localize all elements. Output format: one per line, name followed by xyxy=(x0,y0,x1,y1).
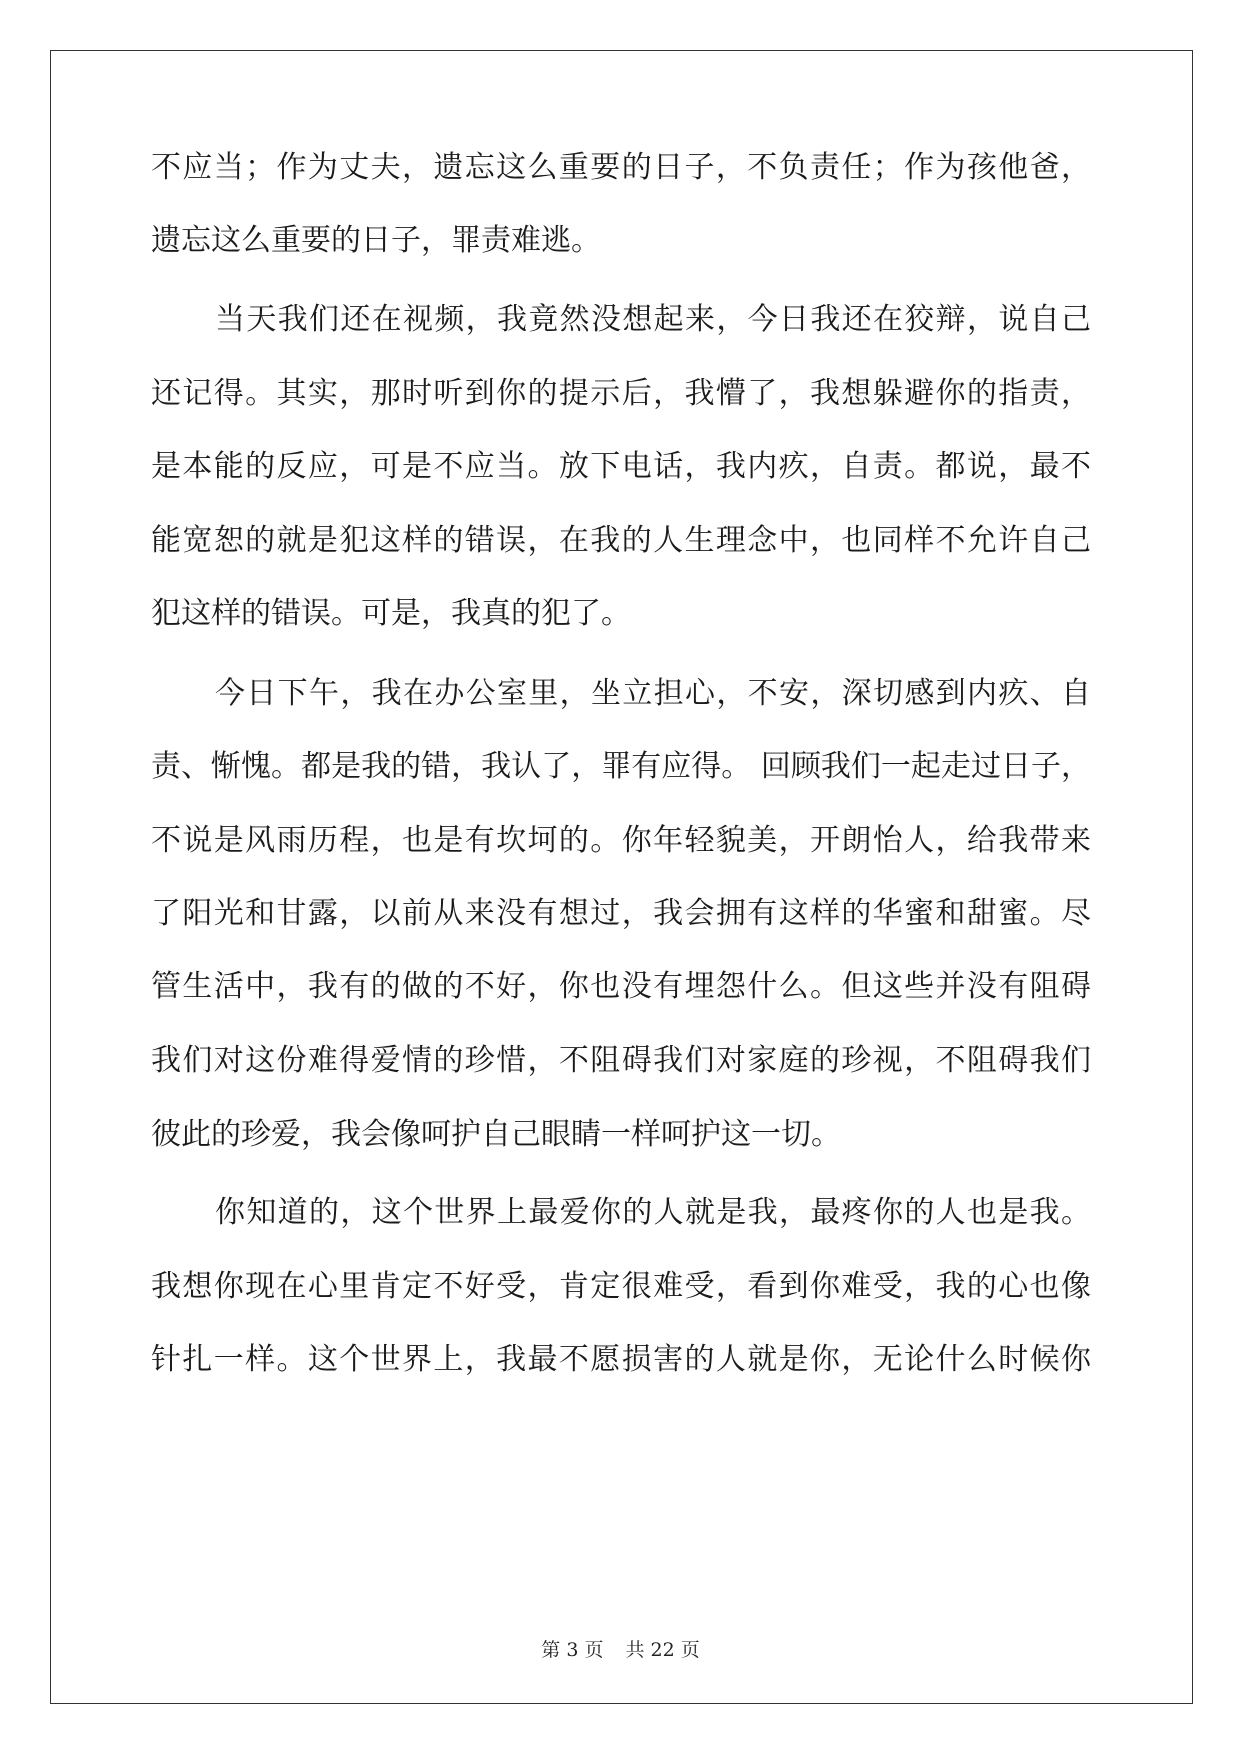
text-line: 彼此的珍爱，我会像呵护自己眼睛一样呵护这一切。 xyxy=(151,1117,841,1152)
text-line: 责、惭愧。都是我的错，我认了，罪有应得。 回顾我们一起走过日子， xyxy=(151,749,1091,784)
text-line: 能宽恕的就是犯这样的错误，在我的人生理念中，也同样不允许自己 xyxy=(151,523,1091,558)
text-line: 犯这样的错误。可是，我真的犯了。 xyxy=(151,596,631,631)
text-line: 针扎一样。这个世界上，我最不愿损害的人就是你，无论什么时候你 xyxy=(151,1342,1091,1377)
page-number: 第 3 页 xyxy=(541,1639,604,1661)
text-line: 遗忘这么重要的日子，罪责难逃。 xyxy=(151,223,601,258)
text-line: 还记得。其实，那时听到你的提示后，我懵了，我想躲避你的指责， xyxy=(151,376,1091,411)
text-line: 是本能的反应，可是不应当。放下电话，我内疚，自责。都说，最不 xyxy=(151,449,1091,484)
text-line: 我们对这份难得爱情的珍惜，不阻碍我们对家庭的珍视，不阻碍我们 xyxy=(151,1043,1091,1078)
paragraph-first-line: 今日下午，我在办公室里，坐立担心，不安，深切感到内疚、自 xyxy=(215,676,1091,711)
text-line: 管生活中，我有的做的不好，你也没有埋怨什么。但这些并没有阻碍 xyxy=(151,969,1091,1004)
paragraph-first-line: 当天我们还在视频，我竟然没想起来，今日我还在狡辩，说自己 xyxy=(215,302,1091,337)
text-line: 了阳光和甘露，以前从来没有想过，我会拥有这样的华蜜和甜蜜。尽 xyxy=(151,896,1091,931)
page-border xyxy=(50,50,1193,1704)
paragraph-first-line: 你知道的，这个世界上最爱你的人就是我，最疼你的人也是我。 xyxy=(215,1195,1091,1230)
text-line: 我想你现在心里肯定不好受，肯定很难受，看到你难受，我的心也像 xyxy=(151,1269,1091,1304)
page-total: 共 22 页 xyxy=(625,1639,700,1661)
page-footer xyxy=(0,1638,1241,1662)
text-line: 不应当；作为丈夫，遗忘这么重要的日子，不负责任；作为孩他爸， xyxy=(151,150,1091,185)
text-line: 不说是风雨历程，也是有坎坷的。你年轻貌美，开朗怡人，给我带来 xyxy=(151,823,1091,858)
